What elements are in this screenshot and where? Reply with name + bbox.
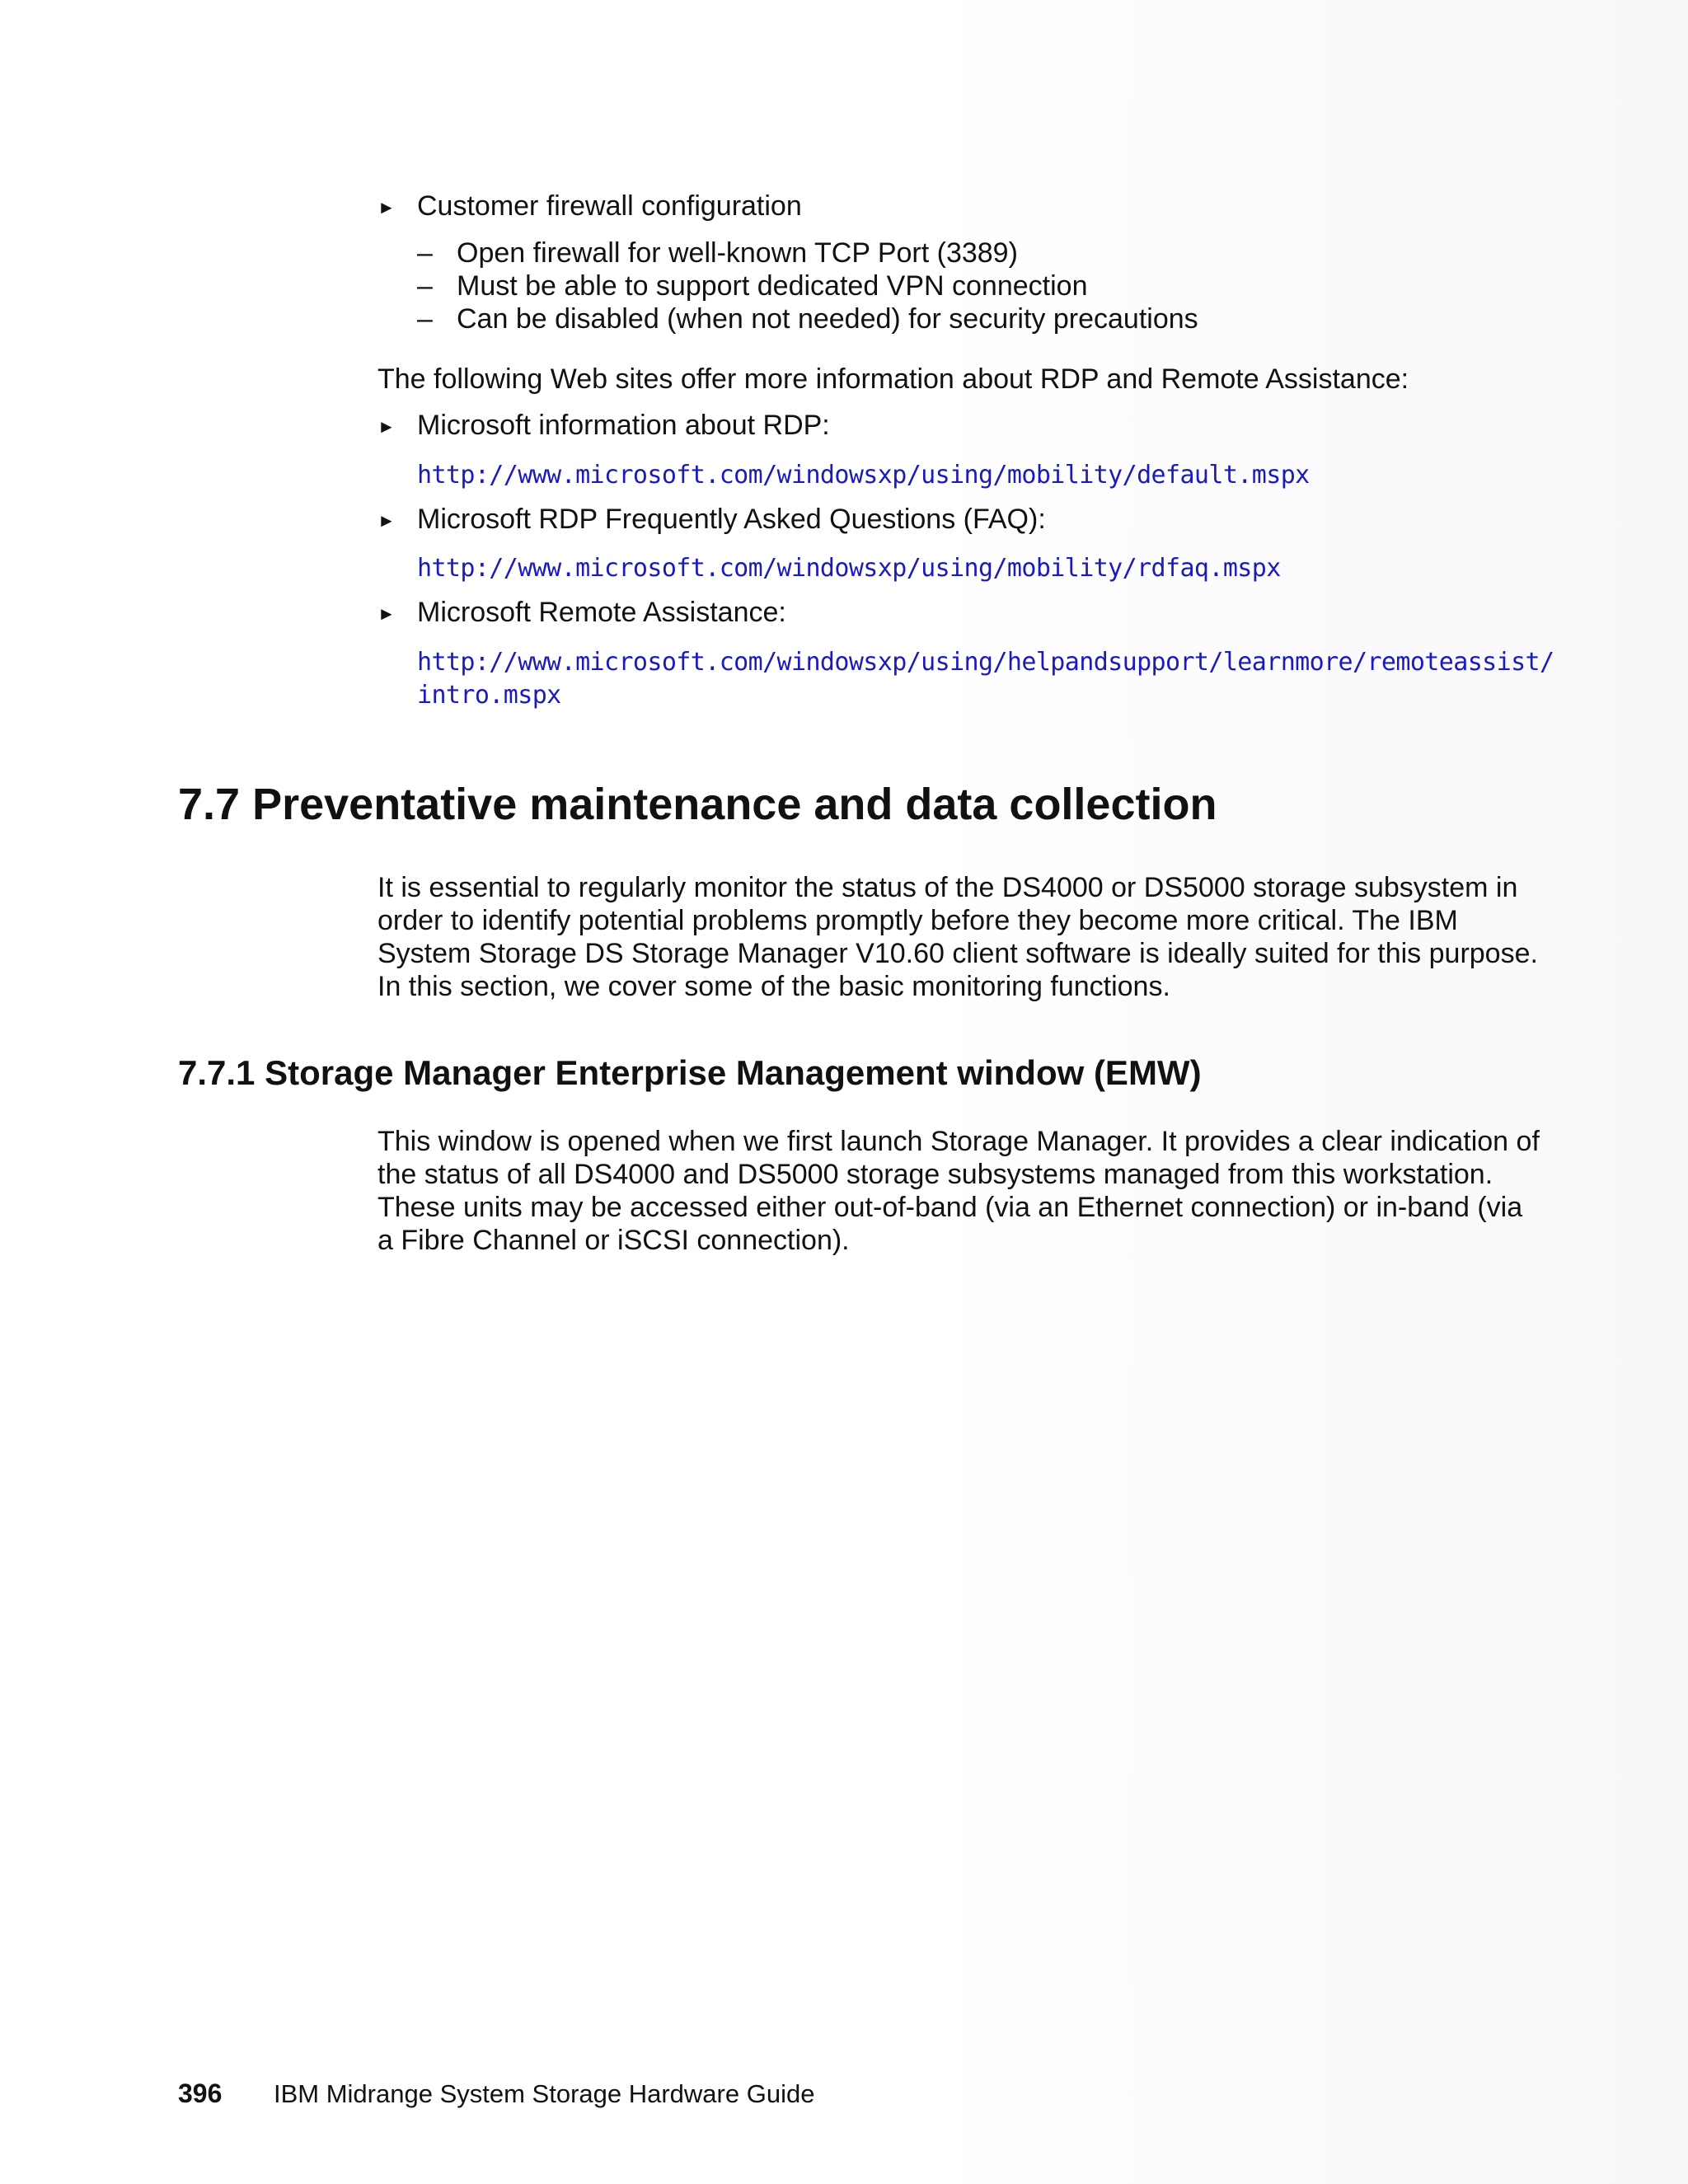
paragraph-line: It is essential to regularly monitor the status of the DS4000 or DS5000 storage subsystem in — [377, 872, 1518, 903]
bullet-marker: ► — [377, 510, 396, 531]
dash-marker: – — [417, 303, 433, 335]
book-title: IBM Midrange System Storage Hardware Guide — [274, 2079, 815, 2108]
bullet-marker: ► — [377, 603, 396, 624]
resource-label: Microsoft RDP Frequently Asked Questions (FAQ): — [417, 504, 1046, 535]
bullet-marker: ► — [377, 416, 396, 437]
resources-intro: The following Web sites offer more information about RDP and Remote Assistance: — [377, 363, 1409, 395]
resource-link[interactable]: http://www.microsoft.com/windowsxp/using/mobility/rdfaq.mspx — [417, 554, 1281, 583]
resource-link[interactable]: http://www.microsoft.com/windowsxp/using/mobility/default.mspx — [417, 461, 1310, 490]
resource-link[interactable]: http://www.microsoft.com/windowsxp/using/helpandsupport/learnmore/remoteassist/ — [417, 648, 1554, 677]
dash-marker: – — [417, 270, 433, 302]
firewall-item: Can be disabled (when not needed) for security precautions — [457, 303, 1198, 335]
section-heading: 7.7 Preventative maintenance and data collection — [178, 780, 1217, 829]
resource-label: Microsoft information about RDP: — [417, 410, 830, 441]
section-paragraph — [377, 871, 1538, 1003]
firewall-item: Must be able to support dedicated VPN connection — [457, 270, 1088, 302]
paragraph-line: These units may be accessed either out-of-band (via an Ethernet connection) or in-band (via — [377, 1192, 1523, 1223]
paragraph-line: System Storage DS Storage Manager V10.60 client software is ideally suited for this purpose. — [377, 938, 1538, 969]
paragraph-line: This window is opened when we first launch Storage Manager. It provides a clear indication of — [377, 1126, 1540, 1157]
bullet-marker: ► — [377, 197, 396, 218]
resource-label: Microsoft Remote Assistance: — [417, 597, 786, 628]
dash-marker: – — [417, 237, 433, 269]
subsection-heading: 7.7.1 Storage Manager Enterprise Management window (EMW) — [178, 1053, 1202, 1092]
paragraph-line: the status of all DS4000 and DS5000 storage subsystems managed from this workstation. — [377, 1159, 1493, 1190]
firewall-bullet-text: Customer firewall configuration — [417, 190, 802, 222]
paragraph-line: order to identify potential problems promptly before they become more critical. The IBM — [377, 905, 1458, 936]
page-number: 396 — [178, 2079, 223, 2108]
subsection-paragraph — [377, 1125, 1540, 1257]
paragraph-line: In this section, we cover some of the basic monitoring functions. — [377, 971, 1170, 1002]
resource-link-continued[interactable]: intro.mspx — [417, 681, 561, 710]
paragraph-line: a Fibre Channel or iSCSI connection). — [377, 1225, 850, 1256]
firewall-item: Open firewall for well-known TCP Port (3389) — [457, 237, 1018, 269]
